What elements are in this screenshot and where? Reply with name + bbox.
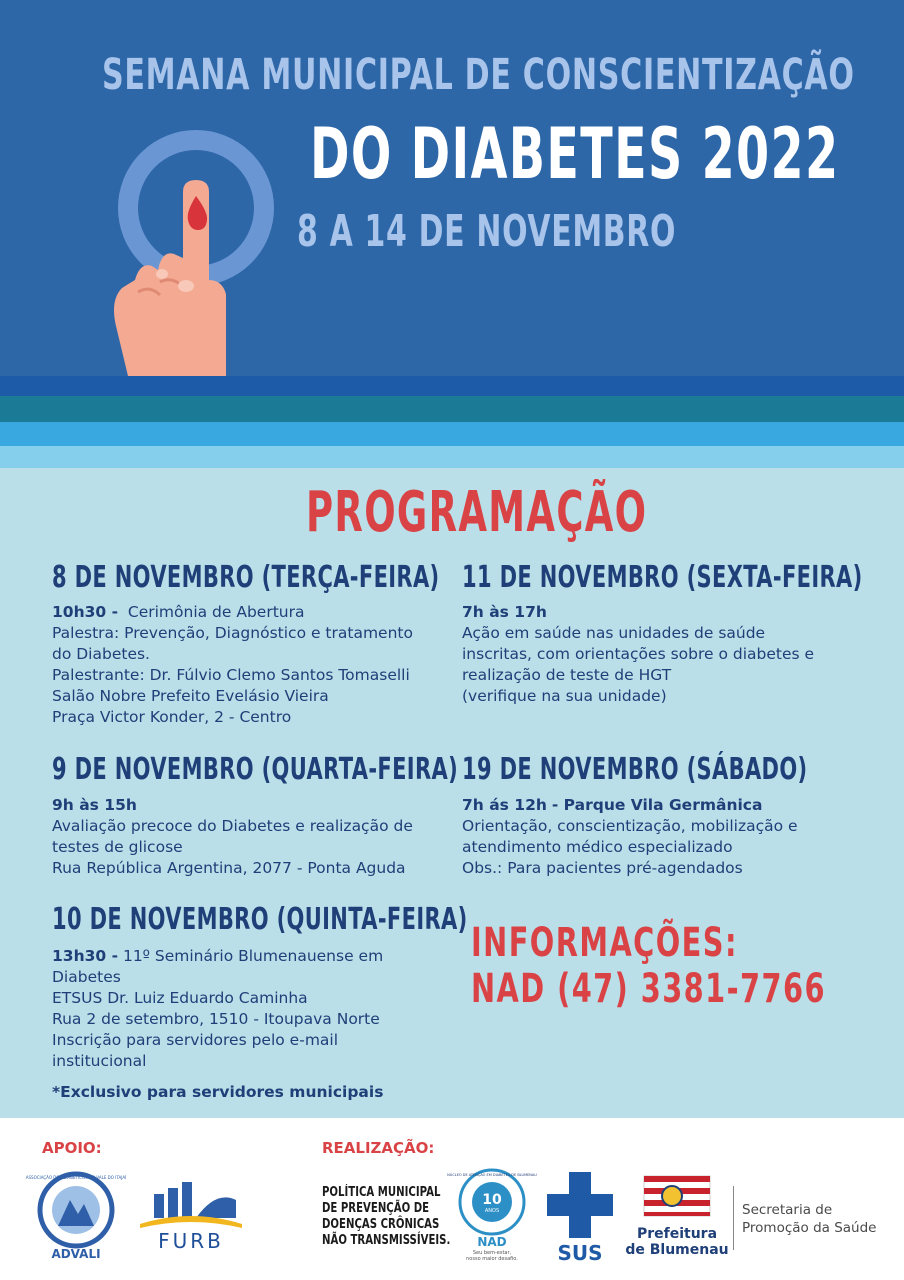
info-label: INFORMAÇÕES: <box>471 920 738 966</box>
policy-line: POLÍTICA MUNICIPAL <box>322 1185 441 1200</box>
detail-line: Inscrição para servidores pelo e-mail <box>52 1031 339 1049</box>
policy-line: NÃO TRANSMISSÍVEIS. <box>322 1233 451 1248</box>
detail-line: Rua 2 de setembro, 1510 - Itoupava Norte <box>52 1010 380 1028</box>
nad-ring-text: NÚCLEO DE ATENÇÃO EM DIABETES DE BLUMENAU <box>447 1173 537 1177</box>
detail-line: Praça Victor Konder, 2 - Centro <box>52 708 292 726</box>
policy-line: DE PREVENÇÃO DE <box>322 1201 430 1216</box>
nad-years-label: ANOS <box>484 1208 500 1214</box>
secretaria-line: Secretaria de <box>742 1202 833 1218</box>
day-details-nov-9 <box>52 795 413 879</box>
advali-logo <box>25 1170 127 1261</box>
day-heading-nov-10: 10 DE NOVEMBRO (QUINTA-FEIRA) <box>52 902 468 937</box>
nad-years: 10 <box>482 1192 502 1208</box>
nad-logo <box>447 1166 537 1262</box>
day-details-nov-8 <box>52 602 413 728</box>
header-dates: 8 A 14 DE NOVEMBRO <box>297 206 677 257</box>
event-time: 10h30 - <box>52 603 119 621</box>
furb-text: FURB <box>158 1229 224 1253</box>
event-title: - Parque Vila Germânica <box>551 796 763 814</box>
detail-line: Ação em saúde nas unidades de saúde <box>462 624 766 642</box>
program-title: PROGRAMAÇÃO <box>306 480 648 545</box>
detail-line: do Diabetes. <box>52 645 150 663</box>
detail-line: (verifique na sua unidade) <box>462 687 667 705</box>
day-heading-nov-8: 8 DE NOVEMBRO (TERÇA-FEIRA) <box>52 560 440 595</box>
detail-line: atendimento médico especializado <box>462 838 733 856</box>
policy-line: DOENÇAS CRÔNICAS <box>322 1217 440 1232</box>
info-phone: NAD (47) 3381-7766 <box>471 966 826 1012</box>
nad-slogan: nosso maior desafio. <box>466 1256 518 1262</box>
nad-slogan: Seu bem-estar, <box>472 1250 512 1256</box>
detail-line: Palestra: Prevenção, Diagnóstico e tratamento <box>52 624 413 642</box>
detail-line: Obs.: Para pacientes pré-agendados <box>462 859 743 877</box>
day-details-nov-19 <box>462 795 798 879</box>
detail-line: testes de glicose <box>52 838 183 856</box>
detail-line: Orientação, conscientização, mobilização e <box>462 817 798 835</box>
prefeitura-blumenau-logo <box>622 1170 729 1260</box>
detail-line: ETSUS Dr. Luiz Eduardo Caminha <box>52 989 308 1007</box>
day-details-nov-11 <box>462 602 814 707</box>
header-title-line1: SEMANA MUNICIPAL DE CONSCIENTIZAÇÃO <box>102 50 855 100</box>
advali-text: ADVALI <box>51 1247 101 1261</box>
header-banner <box>0 0 904 376</box>
exclusive-note: *Exclusivo para servidores municipais <box>52 1083 384 1101</box>
policy-text <box>322 1185 450 1249</box>
day-heading-nov-9: 9 DE NOVEMBRO (QUARTA-FEIRA) <box>52 752 459 787</box>
secretaria-line: Promoção da Saúde <box>742 1220 877 1236</box>
prefeitura-line2: de Blumenau <box>625 1242 729 1258</box>
detail-line: Rua República Argentina, 2077 - Ponta Aguda <box>52 859 406 877</box>
day-heading-nov-19: 19 DE NOVEMBRO (SÁBADO) <box>462 752 808 787</box>
header-title-line2: DO DIABETES 2022 <box>310 113 840 195</box>
advali-ring-text: ASSOCIAÇÃO DOS DIABÉTICOS DO VALE DO ITAJAÍ <box>25 1175 127 1180</box>
footer-divider <box>733 1186 734 1250</box>
detail-line: inscritas, com orientações sobre o diabetes e <box>462 645 815 663</box>
event-time: 7h ás 12h <box>462 796 547 814</box>
nad-text: NAD <box>477 1235 507 1249</box>
detail-line: Avaliação precoce do Diabetes e realização de <box>52 817 413 835</box>
secretaria-text <box>742 1201 876 1237</box>
prefeitura-line1: Prefeitura <box>636 1226 718 1242</box>
event-time: 9h às 15h <box>52 796 137 814</box>
event-title: Cerimônia de Abertura <box>127 603 305 621</box>
event-time: 7h às 17h <box>462 603 547 621</box>
sus-logo <box>545 1170 615 1265</box>
detail-line: realização de teste de HGT <box>462 666 672 684</box>
decorative-stripes <box>0 376 904 468</box>
detail-line: Palestrante: Dr. Fúlvio Clemo Santos Tomaselli <box>52 666 410 684</box>
sus-text: SUS <box>557 1241 603 1265</box>
realizacao-label: REALIZAÇÃO: <box>322 1139 435 1157</box>
detail-line: institucional <box>52 1052 147 1070</box>
day-details-nov-10 <box>52 946 383 1072</box>
detail-line: Salão Nobre Prefeito Evelásio Vieira <box>52 687 329 705</box>
detail-line: Diabetes <box>52 968 121 986</box>
day-heading-nov-11: 11 DE NOVEMBRO (SEXTA-FEIRA) <box>462 560 863 595</box>
furb-logo <box>136 1180 246 1252</box>
event-time: 13h30 - <box>52 947 119 965</box>
event-title: 11º Seminário Blumenauense em <box>122 947 384 965</box>
apoio-label: APOIO: <box>42 1139 102 1157</box>
